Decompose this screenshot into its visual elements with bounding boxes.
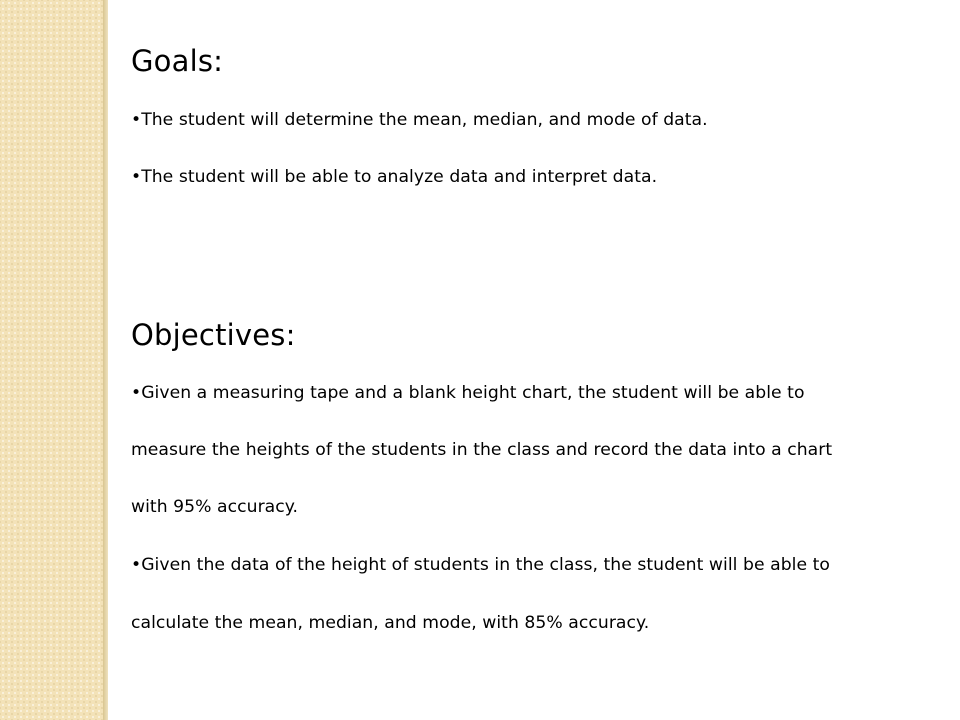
goal-item-1: •The student will determine the mean, median, and mode of data. xyxy=(131,110,708,130)
goal-item-2: •The student will be able to analyze data and interpret data. xyxy=(131,167,658,187)
objective-line-2: measure the heights of the students in the class and record the data into a chart xyxy=(131,440,833,460)
objective-line-4: •Given the data of the height of students in the class, the student will be able to xyxy=(131,555,830,575)
goals-heading: Goals: xyxy=(131,44,224,78)
side-band-edge xyxy=(103,0,108,720)
objective-line-3: with 95% accuracy. xyxy=(131,497,299,517)
decorative-side-band xyxy=(0,0,103,720)
objectives-heading: Objectives: xyxy=(131,318,296,352)
objective-line-5: calculate the mean, median, and mode, with 85% accuracy. xyxy=(131,613,650,633)
objective-line-1: •Given a measuring tape and a blank height chart, the student will be able to xyxy=(131,383,805,403)
